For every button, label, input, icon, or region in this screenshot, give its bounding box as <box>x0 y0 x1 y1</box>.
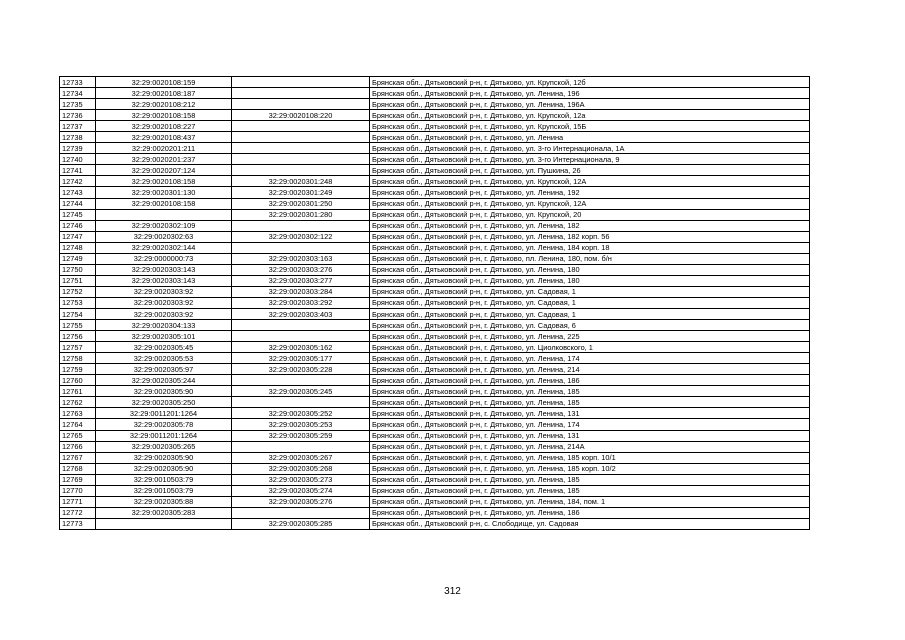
address-cell: Брянская обл., Дятьковский р-н, г. Дятьково, ул. 3-го Интернационала, 1А <box>370 143 810 154</box>
table-row <box>60 364 810 375</box>
address-cell: Брянская обл., Дятьковский р-н, г. Дятьково, ул. Садовая, 6 <box>370 320 810 331</box>
address-cell: Брянская обл., Дятьковский р-н, г. Дятьково, ул. Ленина, 192 <box>370 187 810 198</box>
row-number-cell: 12749 <box>60 253 96 264</box>
cadastral-number-cell: 32:29:0000000:73 <box>96 253 232 264</box>
linked-cadastral-number-cell: 32:29:0020305:228 <box>232 364 370 375</box>
cadastral-number-cell: 32:29:0020305:265 <box>96 441 232 452</box>
address-cell: Брянская обл., Дятьковский р-н, г. Дятьково, ул. Пушкина, 26 <box>370 165 810 176</box>
table-row <box>60 242 810 253</box>
linked-cadastral-number-cell <box>232 320 370 331</box>
table-row <box>60 308 810 319</box>
address-cell: Брянская обл., Дятьковский р-н, г. Дятьково, ул. Ленина, 131 <box>370 408 810 419</box>
cadastral-number-cell: 32:29:0020302:63 <box>96 231 232 242</box>
address-cell: Брянская обл., Дятьковский р-н, г. Дятьково, ул. Ленина, 174 <box>370 419 810 430</box>
address-cell: Брянская обл., Дятьковский р-н, г. Дятьково, ул. Ленина, 180 <box>370 275 810 286</box>
cadastral-number-cell: 32:29:0020108:158 <box>96 198 232 209</box>
address-cell: Брянская обл., Дятьковский р-н, г. Дятьково, ул. Ленина, 185 <box>370 397 810 408</box>
row-number-cell: 12747 <box>60 231 96 242</box>
row-number-cell: 12770 <box>60 485 96 496</box>
table-row <box>60 474 810 485</box>
address-cell: Брянская обл., Дятьковский р-н, г. Дятьково, ул. Крупской, 12а <box>370 110 810 121</box>
row-number-cell: 12758 <box>60 353 96 364</box>
cadastral-number-cell: 32:29:0020302:144 <box>96 242 232 253</box>
linked-cadastral-number-cell <box>232 77 370 88</box>
row-number-cell: 12763 <box>60 408 96 419</box>
table-row <box>60 209 810 220</box>
table-row <box>60 132 810 143</box>
table-row <box>60 154 810 165</box>
linked-cadastral-number-cell <box>232 143 370 154</box>
table-row <box>60 88 810 99</box>
cadastral-number-cell: 32:29:0020305:90 <box>96 452 232 463</box>
address-cell: Брянская обл., Дятьковский р-н, г. Дятьково, ул. Ленина, 180 <box>370 264 810 275</box>
linked-cadastral-number-cell <box>232 132 370 143</box>
table-row <box>60 198 810 209</box>
table-row <box>60 320 810 331</box>
linked-cadastral-number-cell <box>232 220 370 231</box>
cadastral-number-cell: 32:29:0020303:92 <box>96 308 232 319</box>
row-number-cell: 12733 <box>60 77 96 88</box>
cadastral-number-cell: 32:29:0020108:212 <box>96 99 232 110</box>
table-row <box>60 507 810 518</box>
table-body <box>60 77 810 530</box>
linked-cadastral-number-cell: 32:29:0020301:250 <box>232 198 370 209</box>
table-row <box>60 331 810 342</box>
linked-cadastral-number-cell: 32:29:0020303:163 <box>232 253 370 264</box>
cadastral-number-cell: 32:29:0020305:90 <box>96 386 232 397</box>
row-number-cell: 12734 <box>60 88 96 99</box>
row-number-cell: 12742 <box>60 176 96 187</box>
address-cell: Брянская обл., Дятьковский р-н, г. Дятьково, ул. Ленина, 131 <box>370 430 810 441</box>
row-number-cell: 12741 <box>60 165 96 176</box>
row-number-cell: 12759 <box>60 364 96 375</box>
address-cell: Брянская обл., Дятьковский р-н, г. Дятьково, ул. Ленина, 214 <box>370 364 810 375</box>
row-number-cell: 12760 <box>60 375 96 386</box>
linked-cadastral-number-cell: 32:29:0020301:249 <box>232 187 370 198</box>
cadastral-number-cell: 32:29:0020303:143 <box>96 264 232 275</box>
cadastral-number-cell: 32:29:0020207:124 <box>96 165 232 176</box>
cadastral-number-cell: 32:29:0020305:244 <box>96 375 232 386</box>
address-cell: Брянская обл., Дятьковский р-н, г. Дятьково, ул. Ленина, 214А <box>370 441 810 452</box>
row-number-cell: 12765 <box>60 430 96 441</box>
table-row <box>60 286 810 297</box>
linked-cadastral-number-cell <box>232 165 370 176</box>
row-number-cell: 12762 <box>60 397 96 408</box>
linked-cadastral-number-cell: 32:29:0020305:252 <box>232 408 370 419</box>
cadastral-number-cell: 32:29:0011201:1264 <box>96 408 232 419</box>
linked-cadastral-number-cell <box>232 154 370 165</box>
address-cell: Брянская обл., Дятьковский р-н, г. Дятьково, ул. Крупской, 15Б <box>370 121 810 132</box>
cadastral-number-cell: 32:29:0020305:78 <box>96 419 232 430</box>
cadastral-number-cell: 32:29:0020305:45 <box>96 342 232 353</box>
cadastral-number-cell: 32:29:0020108:158 <box>96 110 232 121</box>
address-cell: Брянская обл., Дятьковский р-н, г. Дятьково, ул. Крупской, 12А <box>370 198 810 209</box>
address-cell: Брянская обл., Дятьковский р-н, г. Дятьково, ул. Ленина, 182 <box>370 220 810 231</box>
table-row <box>60 264 810 275</box>
address-cell: Брянская обл., Дятьковский р-н, г. Дятьково, ул. Ленина, 185 <box>370 386 810 397</box>
address-cell: Брянская обл., Дятьковский р-н, г. Дятьково, ул. Ленина, 174 <box>370 353 810 364</box>
address-cell: Брянская обл., Дятьковский р-н, г. Дятьково, ул. Ленина <box>370 132 810 143</box>
row-number-cell: 12757 <box>60 342 96 353</box>
address-cell: Брянская обл., Дятьковский р-н, г. Дятьково, ул. Ленина, 186 <box>370 507 810 518</box>
cadastral-number-cell: 32:29:0020305:88 <box>96 496 232 507</box>
cadastral-number-cell: 32:29:0020305:283 <box>96 507 232 518</box>
property-register-table <box>59 76 810 530</box>
row-number-cell: 12761 <box>60 386 96 397</box>
linked-cadastral-number-cell: 32:29:0020305:177 <box>232 353 370 364</box>
table-row <box>60 375 810 386</box>
address-cell: Брянская обл., Дятьковский р-н, г. Дятьково, ул. Крупской, 20 <box>370 209 810 220</box>
cadastral-number-cell: 32:29:0020305:97 <box>96 364 232 375</box>
table-row <box>60 165 810 176</box>
row-number-cell: 12752 <box>60 286 96 297</box>
linked-cadastral-number-cell: 32:29:0020303:403 <box>232 308 370 319</box>
row-number-cell: 12738 <box>60 132 96 143</box>
row-number-cell: 12736 <box>60 110 96 121</box>
cadastral-number-cell: 32:29:0020201:237 <box>96 154 232 165</box>
table-row <box>60 342 810 353</box>
linked-cadastral-number-cell <box>232 88 370 99</box>
table-row <box>60 463 810 474</box>
row-number-cell: 12773 <box>60 518 96 529</box>
linked-cadastral-number-cell: 32:29:0020305:267 <box>232 452 370 463</box>
cadastral-number-cell: 32:29:0020305:53 <box>96 353 232 364</box>
row-number-cell: 12756 <box>60 331 96 342</box>
linked-cadastral-number-cell: 32:29:0020302:122 <box>232 231 370 242</box>
cadastral-number-cell: 32:29:0011201:1264 <box>96 430 232 441</box>
linked-cadastral-number-cell: 32:29:0020301:280 <box>232 209 370 220</box>
cadastral-number-cell: 32:29:0020108:227 <box>96 121 232 132</box>
linked-cadastral-number-cell: 32:29:0020305:274 <box>232 485 370 496</box>
address-cell: Брянская обл., Дятьковский р-н, г. Дятьково, ул. Ленина, 184, пом. 1 <box>370 496 810 507</box>
cadastral-number-cell <box>96 518 232 529</box>
row-number-cell: 12771 <box>60 496 96 507</box>
row-number-cell: 12753 <box>60 297 96 308</box>
cadastral-number-cell: 32:29:0020305:250 <box>96 397 232 408</box>
linked-cadastral-number-cell <box>232 397 370 408</box>
row-number-cell: 12766 <box>60 441 96 452</box>
cadastral-number-cell: 32:29:0010503:79 <box>96 485 232 496</box>
row-number-cell: 12772 <box>60 507 96 518</box>
linked-cadastral-number-cell <box>232 242 370 253</box>
cadastral-number-cell: 32:29:0020301:130 <box>96 187 232 198</box>
cadastral-number-cell: 32:29:0020108:187 <box>96 88 232 99</box>
table-row <box>60 518 810 529</box>
table-row <box>60 176 810 187</box>
table-row <box>60 496 810 507</box>
cadastral-number-cell: 32:29:0010503:79 <box>96 474 232 485</box>
row-number-cell: 12745 <box>60 209 96 220</box>
table-row <box>60 187 810 198</box>
row-number-cell: 12764 <box>60 419 96 430</box>
address-cell: Брянская обл., Дятьковский р-н, г. Дятьково, ул. Ленина, 185 <box>370 474 810 485</box>
linked-cadastral-number-cell <box>232 99 370 110</box>
row-number-cell: 12748 <box>60 242 96 253</box>
address-cell: Брянская обл., Дятьковский р-н, г. Дятьково, ул. Садовая, 1 <box>370 297 810 308</box>
row-number-cell: 12768 <box>60 463 96 474</box>
row-number-cell: 12737 <box>60 121 96 132</box>
linked-cadastral-number-cell: 32:29:0020303:284 <box>232 286 370 297</box>
linked-cadastral-number-cell: 32:29:0020305:273 <box>232 474 370 485</box>
address-cell: Брянская обл., Дятьковский р-н, г. Дятьково, ул. Ленина, 185 корп. 10/2 <box>370 463 810 474</box>
address-cell: Брянская обл., Дятьковский р-н, с. Слободище, ул. Садовая <box>370 518 810 529</box>
table-row <box>60 143 810 154</box>
table-row <box>60 353 810 364</box>
linked-cadastral-number-cell: 32:29:0020305:276 <box>232 496 370 507</box>
table-row <box>60 99 810 110</box>
table-row <box>60 297 810 308</box>
page-number: 312 <box>444 586 461 597</box>
row-number-cell: 12750 <box>60 264 96 275</box>
linked-cadastral-number-cell <box>232 507 370 518</box>
cadastral-number-cell: 32:29:0020305:101 <box>96 331 232 342</box>
cadastral-number-cell: 32:29:0020201:211 <box>96 143 232 154</box>
table-row <box>60 110 810 121</box>
cadastral-number-cell: 32:29:0020108:158 <box>96 176 232 187</box>
cadastral-number-cell <box>96 209 232 220</box>
table-row <box>60 386 810 397</box>
address-cell: Брянская обл., Дятьковский р-н, г. Дятьково, ул. Крупской, 12А <box>370 176 810 187</box>
address-cell: Брянская обл., Дятьковский р-н, г. Дятьково, ул. Ленина, 182 корп. 56 <box>370 231 810 242</box>
linked-cadastral-number-cell <box>232 331 370 342</box>
table-row <box>60 275 810 286</box>
address-cell: Брянская обл., Дятьковский р-н, г. Дятьково, пл. Ленина, 180, пом. б/н <box>370 253 810 264</box>
cadastral-number-cell: 32:29:0020108:159 <box>96 77 232 88</box>
linked-cadastral-number-cell: 32:29:0020305:259 <box>232 430 370 441</box>
table-row <box>60 408 810 419</box>
linked-cadastral-number-cell: 32:29:0020305:268 <box>232 463 370 474</box>
row-number-cell: 12739 <box>60 143 96 154</box>
row-number-cell: 12769 <box>60 474 96 485</box>
row-number-cell: 12754 <box>60 308 96 319</box>
linked-cadastral-number-cell: 32:29:0020305:245 <box>232 386 370 397</box>
cadastral-number-cell: 32:29:0020303:92 <box>96 297 232 308</box>
address-cell: Брянская обл., Дятьковский р-н, г. Дятьково, ул. 3-го Интернационала, 9 <box>370 154 810 165</box>
table-row <box>60 121 810 132</box>
row-number-cell: 12743 <box>60 187 96 198</box>
table-row <box>60 430 810 441</box>
linked-cadastral-number-cell: 32:29:0020303:276 <box>232 264 370 275</box>
address-cell: Брянская обл., Дятьковский р-н, г. Дятьково, ул. Ленина, 196 <box>370 88 810 99</box>
cadastral-number-cell: 32:29:0020302:109 <box>96 220 232 231</box>
linked-cadastral-number-cell: 32:29:0020305:253 <box>232 419 370 430</box>
cadastral-number-cell: 32:29:0020305:90 <box>96 463 232 474</box>
linked-cadastral-number-cell: 32:29:0020305:285 <box>232 518 370 529</box>
linked-cadastral-number-cell <box>232 441 370 452</box>
cadastral-number-cell: 32:29:0020303:92 <box>96 286 232 297</box>
table-row <box>60 419 810 430</box>
linked-cadastral-number-cell: 32:29:0020108:220 <box>232 110 370 121</box>
address-cell: Брянская обл., Дятьковский р-н, г. Дятьково, ул. Садовая, 1 <box>370 286 810 297</box>
table-row <box>60 441 810 452</box>
linked-cadastral-number-cell <box>232 121 370 132</box>
table-row <box>60 253 810 264</box>
row-number-cell: 12746 <box>60 220 96 231</box>
address-cell: Брянская обл., Дятьковский р-н, г. Дятьково, ул. Ленина, 185 <box>370 485 810 496</box>
row-number-cell: 12751 <box>60 275 96 286</box>
row-number-cell: 12755 <box>60 320 96 331</box>
row-number-cell: 12767 <box>60 452 96 463</box>
address-cell: Брянская обл., Дятьковский р-н, г. Дятьково, ул. Крупской, 12б <box>370 77 810 88</box>
table-row <box>60 220 810 231</box>
address-cell: Брянская обл., Дятьковский р-н, г. Дятьково, ул. Ленина, 184 корп. 18 <box>370 242 810 253</box>
table-row <box>60 397 810 408</box>
table-row <box>60 485 810 496</box>
linked-cadastral-number-cell: 32:29:0020303:277 <box>232 275 370 286</box>
table-row <box>60 452 810 463</box>
table-row <box>60 77 810 88</box>
cadastral-number-cell: 32:29:0020303:143 <box>96 275 232 286</box>
address-cell: Брянская обл., Дятьковский р-н, г. Дятьково, ул. Циолковского, 1 <box>370 342 810 353</box>
address-cell: Брянская обл., Дятьковский р-н, г. Дятьково, ул. Ленина, 186 <box>370 375 810 386</box>
row-number-cell: 12744 <box>60 198 96 209</box>
cadastral-number-cell: 32:29:0020108:437 <box>96 132 232 143</box>
row-number-cell: 12735 <box>60 99 96 110</box>
table-row <box>60 231 810 242</box>
row-number-cell: 12740 <box>60 154 96 165</box>
linked-cadastral-number-cell: 32:29:0020305:162 <box>232 342 370 353</box>
address-cell: Брянская обл., Дятьковский р-н, г. Дятьково, ул. Ленина, 225 <box>370 331 810 342</box>
linked-cadastral-number-cell: 32:29:0020303:292 <box>232 297 370 308</box>
linked-cadastral-number-cell <box>232 375 370 386</box>
address-cell: Брянская обл., Дятьковский р-н, г. Дятьково, ул. Ленина, 185 корп. 10/1 <box>370 452 810 463</box>
address-cell: Брянская обл., Дятьковский р-н, г. Дятьково, ул. Ленина, 196А <box>370 99 810 110</box>
address-cell: Брянская обл., Дятьковский р-н, г. Дятьково, ул. Садовая, 1 <box>370 308 810 319</box>
linked-cadastral-number-cell: 32:29:0020301:248 <box>232 176 370 187</box>
cadastral-number-cell: 32:29:0020304:133 <box>96 320 232 331</box>
